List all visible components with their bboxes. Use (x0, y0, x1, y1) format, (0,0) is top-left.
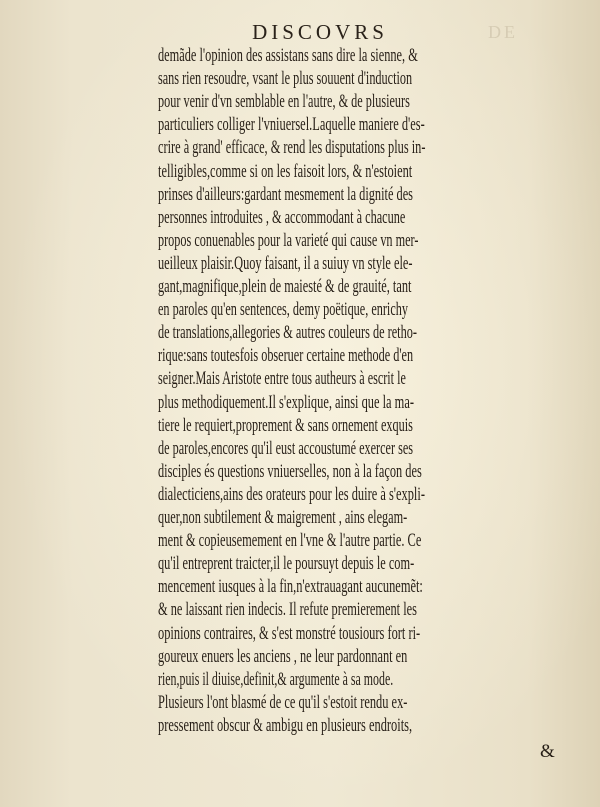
text-line: plus methodiquement.Il s'explique, ainsi que la ma- (158, 391, 414, 413)
text-line: propos conuenables pour la varieté qui cause vn mer- (158, 229, 419, 251)
text-line: pressement obscur & ambigu en plusieurs endroits, (158, 714, 413, 736)
text-line: prinses d'ailleurs:gardant mesmement la dignité des (158, 183, 413, 205)
text-line: de translations,allegories & autres couleurs de retho- (158, 322, 417, 344)
text-line: en paroles qu'en sentences, demy poëtique, enrichy (158, 299, 408, 321)
text-line: ueilleux plaisir.Quoy faisant, il a suiuy vn style ele- (158, 252, 413, 274)
text-line: tiere le requiert,proprement & sans ornement exquis (158, 414, 413, 436)
text-line: demãde l'opinion des assistans sans dire la sienne, & (158, 45, 418, 66)
text-line: mencement iusques à la fin,n'extrauagant aucunemẽt: (158, 576, 423, 598)
text-line: sans rien resoudre, vsant le plus souuent d'induction (158, 68, 413, 90)
text-line: pour venir d'vn semblable en l'autre, & de plusieurs (158, 91, 410, 113)
text-line: qu'il entreprent traicter,il le poursuyt depuis le com- (158, 553, 415, 575)
text-line: dialecticiens,ains des orateurs pour les duire à s'expli- (158, 483, 425, 505)
text-line: de paroles,encores qu'il eust accoustumé exercer ses (158, 437, 414, 459)
text-line: opinions contraires, & s'est monstré tousiours fort ri- (158, 622, 421, 644)
text-line: personnes introduites , & accommodant à chacune (158, 206, 406, 228)
text-line: ment & copieusemement en l'vne & l'autre partie. Ce (158, 530, 422, 552)
text-line: disciples és questions vniuerselles, non à la façon des (158, 460, 422, 482)
text-line: gant,magnifique,plein de maiesté & de grauité, tant (158, 276, 412, 297)
text-line: rique:sans toutesfois obseruer certaine methode d'en (158, 345, 414, 367)
text-line: particuliers colliger l'vniuersel.Laquelle maniere d'es- (158, 114, 425, 136)
running-head: DISCOVRS (252, 20, 388, 44)
catchword: & (540, 741, 555, 762)
text-line: seigner.Mais Aristote entre tous autheurs à escrit le (158, 368, 406, 390)
bleed-through-text: DE (488, 22, 518, 42)
text-line: telligibles,comme si on les faisoit lors, & n'estoient (158, 160, 413, 182)
text-line: rien,puis il diuise,definit,& argumente à sa mode. (158, 668, 394, 690)
text-line: quer,non subtilement & maigrement , ains elegam- (158, 507, 408, 528)
text-line: & ne laissant rien indecis. Il refute premierement les (158, 599, 417, 621)
text-line: crire à grand' efficace, & rend les disputations plus in- (158, 137, 426, 159)
text-line: Plusieurs l'ont blasmé de ce qu'il s'estoit rendu ex- (158, 691, 408, 713)
text-line: goureux enuers les anciens , ne leur pardonnant en (158, 645, 408, 667)
